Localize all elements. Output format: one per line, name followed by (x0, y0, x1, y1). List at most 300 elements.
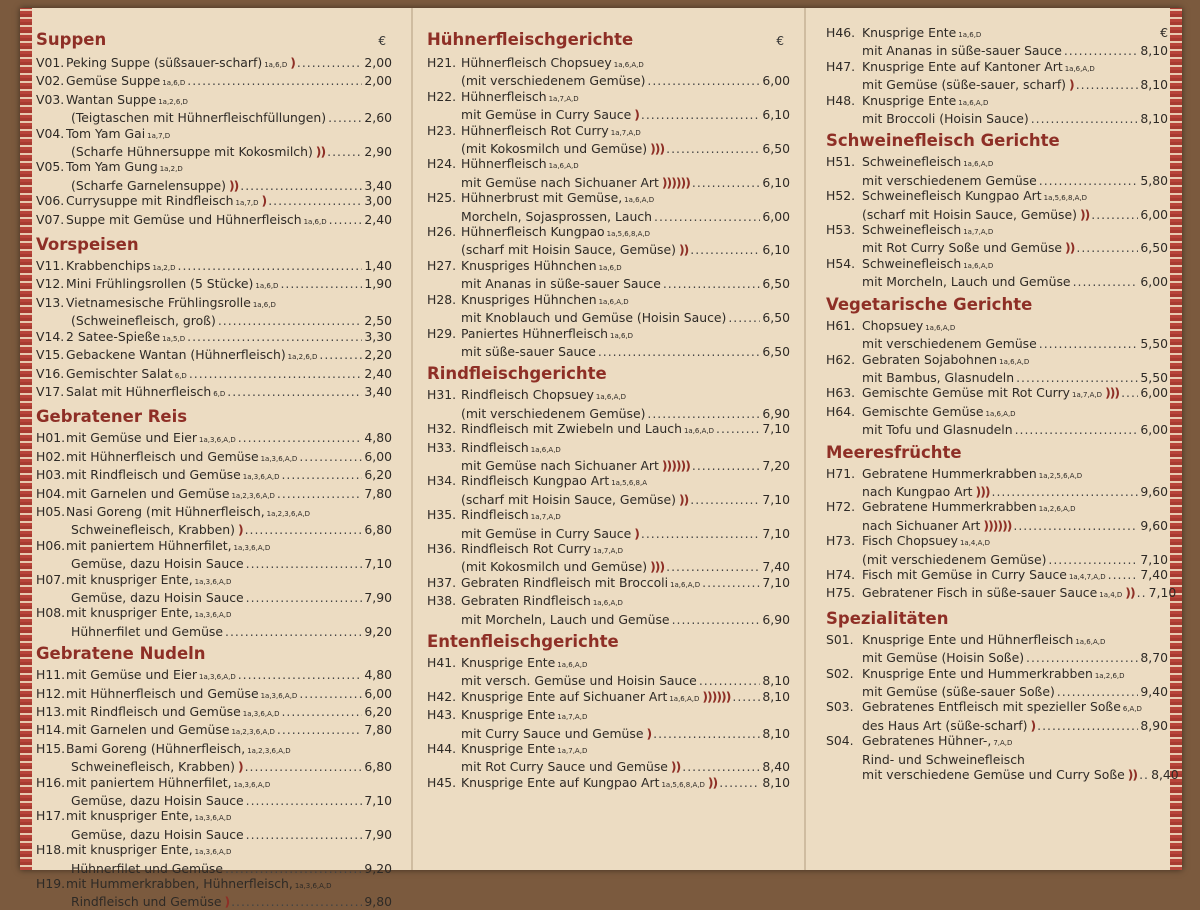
section-title: Gebratene Nudeln (36, 644, 206, 664)
item-code: H63. (826, 385, 856, 401)
leader-dots (672, 612, 761, 627)
leader-dots (245, 759, 363, 774)
menu-item-line (826, 352, 1168, 370)
leader-dots (281, 704, 362, 719)
item-name: Gebratene Hummerkrabben (862, 465, 1037, 481)
item-price: 7,20 (762, 457, 790, 473)
item-code: H11. (36, 667, 66, 683)
leader-dots (1137, 585, 1147, 600)
menu-column-3 (826, 25, 1179, 783)
item-name: mit Rot Curry Soße und Gemüse (862, 240, 1063, 256)
item-name: mit Rindfleisch und Gemüse (66, 704, 241, 719)
item-name: Gemüse, dazu Hoisin Sauce (71, 556, 244, 572)
item-price: 8,10 (762, 673, 790, 689)
menu-item-line (427, 458, 790, 473)
item-name: Knusprige Ente (862, 92, 957, 108)
item-code: H43. (427, 707, 457, 723)
menu-item (427, 387, 790, 421)
item-code: H03. (36, 467, 66, 483)
item-code: H31. (427, 387, 457, 403)
section-heading (427, 29, 790, 52)
leader-dots (682, 759, 760, 774)
item-price: 6,50 (762, 343, 790, 359)
allergen-codes: 1a,3,6,A,D (233, 543, 271, 552)
menu-item (427, 89, 790, 123)
menu-item (427, 292, 790, 326)
item-name: mit Rindfleisch und Gemüse (66, 467, 241, 483)
item-name: (mit Kokosmilch und Gemüse) (461, 559, 648, 575)
section-title: Meeresfrüchte (826, 442, 962, 462)
item-name: Rindfleisch Chopsuey (461, 387, 594, 403)
item-price: 2,90 (364, 144, 392, 160)
menu-item (36, 605, 392, 639)
item-name: Wantan Suppe (66, 91, 157, 107)
item-code: H72. (826, 499, 856, 515)
item-price: 6,80 (364, 759, 392, 775)
menu-item-line (36, 704, 392, 722)
item-name: Rindfleisch mit Zwiebeln und Lauch (461, 421, 682, 437)
leader-dots (1026, 650, 1138, 665)
leader-dots (280, 276, 362, 291)
menu-item-line (427, 473, 790, 491)
menu-item (36, 449, 392, 467)
item-name: Rindfleisch (461, 507, 529, 523)
fold-line (411, 8, 413, 870)
chili-icon: ))) (975, 483, 990, 499)
leader-dots (1121, 385, 1138, 400)
item-name: mit Hühnerfleisch und Gemüse (66, 448, 259, 464)
item-name: Knusprige Ente und Hummerkrabben (862, 665, 1093, 681)
menu-item-line (427, 55, 790, 73)
item-code: S01. (826, 631, 854, 647)
leader-dots (1139, 767, 1149, 782)
item-name: Knusprige Ente (461, 655, 556, 670)
item-name: Hühnerfleisch Rot Curry (461, 122, 609, 138)
item-price: 6,50 (762, 310, 790, 326)
menu-item-line (427, 406, 790, 421)
chili-icon: )) (228, 177, 239, 193)
allergen-codes: 1a,7,A,D (557, 713, 588, 722)
menu-item-line (826, 484, 1168, 499)
menu-item (826, 25, 1168, 59)
item-code: H37. (427, 574, 457, 590)
chili-icon: ) (290, 55, 295, 70)
menu-item (826, 632, 1168, 666)
menu-item (427, 655, 790, 689)
item-name: mit Morcheln, Lauch und Gemüse (862, 274, 1071, 290)
menu-item-line (826, 718, 1168, 733)
menu-item-line (36, 667, 392, 685)
item-price: 7,80 (364, 722, 392, 738)
item-price: 7,90 (364, 826, 392, 842)
item-code: H53. (826, 222, 856, 238)
chili-icon: )) (678, 491, 689, 507)
item-name: Schweinefleisch (862, 222, 962, 238)
item-name: Chopsuey (862, 317, 924, 333)
item-price: 2,00 (364, 55, 392, 70)
menu-item-line (427, 655, 790, 673)
item-name: mit Gemüse und Eier (66, 430, 197, 446)
menu-item-line (36, 258, 392, 276)
menu-item-line (36, 572, 392, 590)
section-title: Gebratener Reis (36, 407, 188, 427)
menu-item (36, 258, 392, 276)
item-name: 2 Satee-Spieße (66, 328, 161, 344)
leader-dots (1039, 173, 1139, 188)
leader-dots (246, 793, 363, 808)
item-price: 2,40 (364, 365, 392, 381)
item-name: mit Ananas in süße-sauer Sauce (862, 43, 1062, 59)
leader-dots (663, 276, 761, 291)
chili-icon: )) (1065, 240, 1075, 256)
item-code: H27. (427, 257, 457, 273)
item-code: H14. (36, 722, 66, 738)
item-price: 6,00 (364, 685, 392, 701)
item-price: 6,20 (364, 467, 392, 483)
item-code: V16. (36, 365, 65, 381)
item-price: 8,10 (1140, 77, 1168, 93)
menu-item-line (826, 684, 1168, 699)
menu-item-line (826, 699, 1168, 717)
menu-item-line (826, 499, 1168, 517)
item-code: H34. (427, 473, 457, 489)
menu-item (36, 876, 392, 910)
menu-item (826, 188, 1168, 222)
chili-icon: ))) (650, 141, 665, 157)
item-name: Fisch Chopsuey (862, 533, 958, 549)
item-price: 6,00 (762, 208, 790, 224)
menu-item (826, 533, 1168, 567)
item-name: Knuspriges Hühnchen (461, 291, 597, 307)
leader-dots (246, 827, 363, 842)
item-price: 6,00 (1140, 385, 1168, 401)
item-price: 6,00 (762, 73, 790, 89)
item-price: 7,10 (364, 556, 392, 572)
section-title: Vegetarische Gerichte (826, 294, 1033, 314)
item-code: H23. (427, 122, 457, 138)
menu-item (427, 707, 790, 741)
allergen-codes: 1a,2,6,D (287, 353, 318, 362)
item-name: Morcheln, Sojasprossen, Lauch (461, 208, 653, 224)
chili-icon: )))))) (661, 457, 690, 473)
leader-dots (187, 329, 362, 344)
menu-item (36, 159, 392, 193)
allergen-codes: 1a,6,D (303, 217, 327, 226)
leader-dots (641, 526, 761, 541)
menu-item-line (427, 344, 790, 359)
menu-item-line (826, 188, 1168, 206)
allergen-codes: 1a,6,D (264, 61, 288, 69)
menu-item-line (36, 329, 392, 347)
menu-item-line (826, 585, 1177, 603)
leader-dots (246, 590, 363, 605)
item-name: Knusprige Ente (862, 25, 957, 40)
leader-dots (238, 430, 363, 445)
menu-item-line (826, 752, 1168, 767)
menu-item (36, 572, 392, 606)
item-name: (Scharfe Garnelensuppe) (71, 177, 226, 193)
menu-item (826, 352, 1168, 386)
leader-dots (1048, 552, 1138, 567)
item-name: mit Gemüse nach Sichuaner Art (461, 174, 659, 190)
left-border-ornament (20, 8, 32, 870)
menu-item-line (427, 123, 790, 141)
allergen-codes: 1a,6,A,D (595, 393, 626, 402)
chili-icon: ) (237, 522, 243, 538)
item-code: H71. (826, 465, 856, 481)
item-code: H06. (36, 537, 66, 553)
leader-dots (1064, 43, 1139, 58)
menu-item-line (36, 430, 392, 448)
item-name: (Scharfe Hühnersuppe mit Kokosmilch) (71, 144, 313, 160)
leader-dots (1013, 518, 1138, 533)
menu-item-line (36, 808, 392, 826)
menu-item (36, 73, 392, 91)
menu-item (826, 567, 1168, 585)
item-name: mit Gemüse in Curry Sauce (461, 525, 632, 541)
chili-icon: )) (678, 242, 689, 258)
item-code: H18. (36, 842, 66, 858)
menu-item-line (36, 605, 392, 623)
allergen-codes: 1a,6,A,D (557, 661, 588, 669)
menu-column-1 (36, 25, 392, 910)
allergen-codes: 1a,2,3,6,A,D (231, 491, 275, 500)
leader-dots (716, 421, 760, 436)
item-name: Tom Yam Gung (66, 159, 158, 175)
menu-item-line (427, 141, 790, 156)
item-code: H05. (36, 503, 66, 519)
menu-item-line (427, 673, 790, 688)
menu-item (427, 224, 790, 258)
item-price: 7,10 (1148, 585, 1177, 601)
menu-item (427, 575, 790, 593)
menu-item-line (36, 504, 392, 522)
item-name: Hühnerfleisch Chopsuey (461, 55, 612, 70)
menu-item (36, 329, 392, 347)
item-code: H12. (36, 685, 66, 701)
allergen-codes: 1a,6,A,D (598, 297, 629, 306)
menu-item-line (826, 518, 1168, 533)
menu-item-line (826, 767, 1179, 783)
item-code: H62. (826, 351, 856, 367)
currency-symbol: € (776, 34, 784, 48)
item-name: mit Morcheln, Lauch und Gemüse (461, 611, 670, 627)
item-name: Schweinefleisch Kungpao Art (862, 188, 1042, 204)
item-price: 7,90 (364, 589, 392, 605)
leader-dots (1037, 718, 1138, 733)
menu-item-line (427, 593, 790, 611)
item-name: Knusprige Ente auf Kantoner Art (862, 58, 1063, 74)
menu-item (36, 686, 392, 704)
chili-icon: ) (1069, 77, 1074, 93)
item-price: 8,10 (1140, 111, 1168, 127)
leader-dots (992, 484, 1139, 499)
item-price: 7,80 (364, 485, 392, 501)
item-code: S03. (826, 699, 854, 715)
menu-item-line (36, 212, 392, 230)
leader-dots (238, 667, 363, 682)
chili-icon: ) (261, 193, 267, 209)
item-code: H44. (427, 741, 457, 757)
item-price: 2,60 (364, 110, 392, 126)
leader-dots (1057, 684, 1139, 699)
item-price: 4,80 (364, 667, 392, 683)
item-name: Knusprige Ente (461, 741, 556, 757)
menu-item (427, 473, 790, 507)
leader-dots (1076, 77, 1139, 92)
leader-dots (699, 673, 761, 688)
menu-item-line (36, 722, 392, 740)
allergen-codes: 1a,4,7,A,D (1068, 572, 1106, 581)
item-code: H17. (36, 808, 66, 824)
menu-column-2 (427, 25, 790, 793)
allergen-codes: 1a,6,D (255, 282, 279, 291)
allergen-codes: 1a,6,A,D (985, 409, 1016, 418)
item-name: mit Hühnerfleisch und Gemüse (66, 685, 259, 701)
item-code: H41. (427, 655, 457, 670)
item-code: H46. (826, 25, 856, 40)
item-name: Gebraten Sojabohnen (862, 351, 998, 367)
item-name: (Teigtaschen mit Hühnerfleischfüllungen) (71, 110, 327, 126)
leader-dots (690, 492, 760, 507)
item-price: 3,40 (364, 177, 392, 193)
item-price: 6,90 (762, 405, 790, 421)
menu-item-line (826, 552, 1168, 567)
allergen-codes: 1a,7,D (235, 199, 259, 208)
leader-dots (231, 894, 362, 909)
allergen-codes: 1a,7,A,D (592, 546, 624, 555)
item-price: 7,10 (1140, 551, 1168, 567)
item-price: 8,10 (1140, 43, 1168, 59)
menu-item (826, 59, 1168, 93)
leader-dots (227, 384, 362, 399)
chili-icon: ))) (1105, 385, 1120, 401)
menu-item (826, 222, 1168, 256)
menu-item-line (36, 55, 392, 73)
menu-item-line (427, 190, 790, 208)
item-price: 7,10 (762, 421, 790, 437)
item-price: 3,00 (364, 193, 392, 209)
allergen-codes: 1a,6,A,D (683, 427, 715, 436)
section-heading (427, 363, 790, 384)
menu-item-line (427, 107, 790, 122)
item-name: mit Gemüse und Eier (66, 667, 197, 683)
item-code: V04. (36, 125, 65, 141)
chili-icon: )) (1125, 585, 1135, 601)
item-code: H42. (427, 688, 457, 704)
chili-icon: ) (224, 894, 230, 910)
item-name: (mit verschiedenem Gemüse) (461, 405, 646, 421)
item-name: Schweinefleisch (862, 154, 962, 170)
item-name: des Haus Art (süße-scharf) (862, 717, 1028, 733)
item-name: mit knuspriger Ente, (66, 571, 193, 587)
allergen-codes: 1a,3,6,A,D (194, 611, 232, 620)
item-code: V14. (36, 328, 65, 344)
leader-dots (240, 178, 362, 193)
menu-item-line (427, 175, 790, 190)
allergen-codes: 1a,6,D (162, 79, 186, 88)
menu-item-line (427, 387, 790, 405)
item-name: mit Garnelen und Gemüse (66, 485, 230, 501)
menu-item (36, 722, 392, 740)
item-code: H52. (826, 188, 856, 204)
chili-icon: )) (1079, 206, 1090, 222)
item-price: 6,80 (364, 522, 392, 538)
allergen-codes: 1a,7,A,D (530, 513, 561, 522)
menu-item (427, 507, 790, 541)
item-name: mit Gemüse (Hoisin Soße) (862, 650, 1025, 666)
leader-dots (1091, 207, 1138, 222)
item-name: (scharf mit Hoisin Sauce, Gemüse) (862, 206, 1077, 222)
item-name: Schweinefleisch, Krabben) (71, 522, 235, 538)
menu-item-line (36, 624, 392, 639)
allergen-codes: 1a,3,6,A,D (198, 436, 236, 445)
menu-item-line (36, 313, 392, 328)
leader-dots (692, 175, 761, 190)
item-price: 6,10 (762, 174, 790, 190)
allergen-codes: 1a,4,D (1099, 591, 1123, 600)
item-name: mit Hummerkrabben, Hühnerfleisch, (66, 876, 293, 892)
item-price: 9,60 (1140, 483, 1168, 499)
leader-dots (666, 559, 760, 574)
item-code: H28. (427, 291, 457, 307)
leader-dots (598, 344, 761, 359)
leader-dots (647, 73, 760, 88)
leader-dots (728, 310, 760, 325)
allergen-codes: 1a,6,A,D (999, 357, 1030, 366)
chili-icon: )) (707, 774, 718, 790)
leader-dots (1015, 422, 1139, 437)
item-code: V02. (36, 73, 65, 89)
item-code: H21. (427, 55, 457, 70)
menu-item (826, 154, 1168, 188)
menu-item-line (427, 707, 790, 725)
menu-item-line (826, 533, 1168, 551)
item-price: 5,80 (1140, 172, 1168, 188)
item-price: 6,10 (762, 242, 790, 258)
menu-item-line (826, 154, 1168, 172)
menu-item-line (36, 538, 392, 556)
menu-item-line (826, 318, 1168, 336)
section-title: Hühnerfleischgerichte (427, 30, 634, 49)
menu-item-line (427, 612, 790, 627)
menu-item-line (36, 522, 392, 537)
menu-item (427, 156, 790, 190)
item-name: mit knuspriger Ente, (66, 808, 193, 824)
item-name: Bami Goreng (Hühnerfleisch, (66, 740, 246, 756)
menu-item-line (36, 92, 392, 110)
chili-icon: )))))) (702, 688, 731, 704)
allergen-codes: 1a,6,A,D (548, 162, 579, 171)
allergen-codes: 1a,3,6,A,D (242, 473, 280, 482)
menu-item (427, 326, 790, 360)
item-name: (scharf mit Hoisin Sauce, Gemüse) (461, 242, 676, 258)
menu-item-line (826, 733, 1168, 751)
item-code: V12. (36, 276, 65, 292)
allergen-codes: 1a,6,D (598, 263, 622, 272)
item-price: 6,00 (1140, 422, 1168, 438)
leader-dots (277, 722, 363, 737)
menu-item-line (826, 207, 1168, 222)
menu-item (826, 466, 1168, 500)
leader-dots (732, 689, 760, 704)
item-name: mit Gemüse (süße-sauer Soße) (862, 684, 1055, 699)
allergen-codes: 1a,5,6,8,A (611, 479, 647, 488)
section-heading (36, 234, 392, 255)
menu-item-line (36, 126, 392, 144)
allergen-codes: 1a,2,6,D (1094, 671, 1125, 680)
allergen-codes: 1a,3,6,A,D (233, 780, 271, 789)
